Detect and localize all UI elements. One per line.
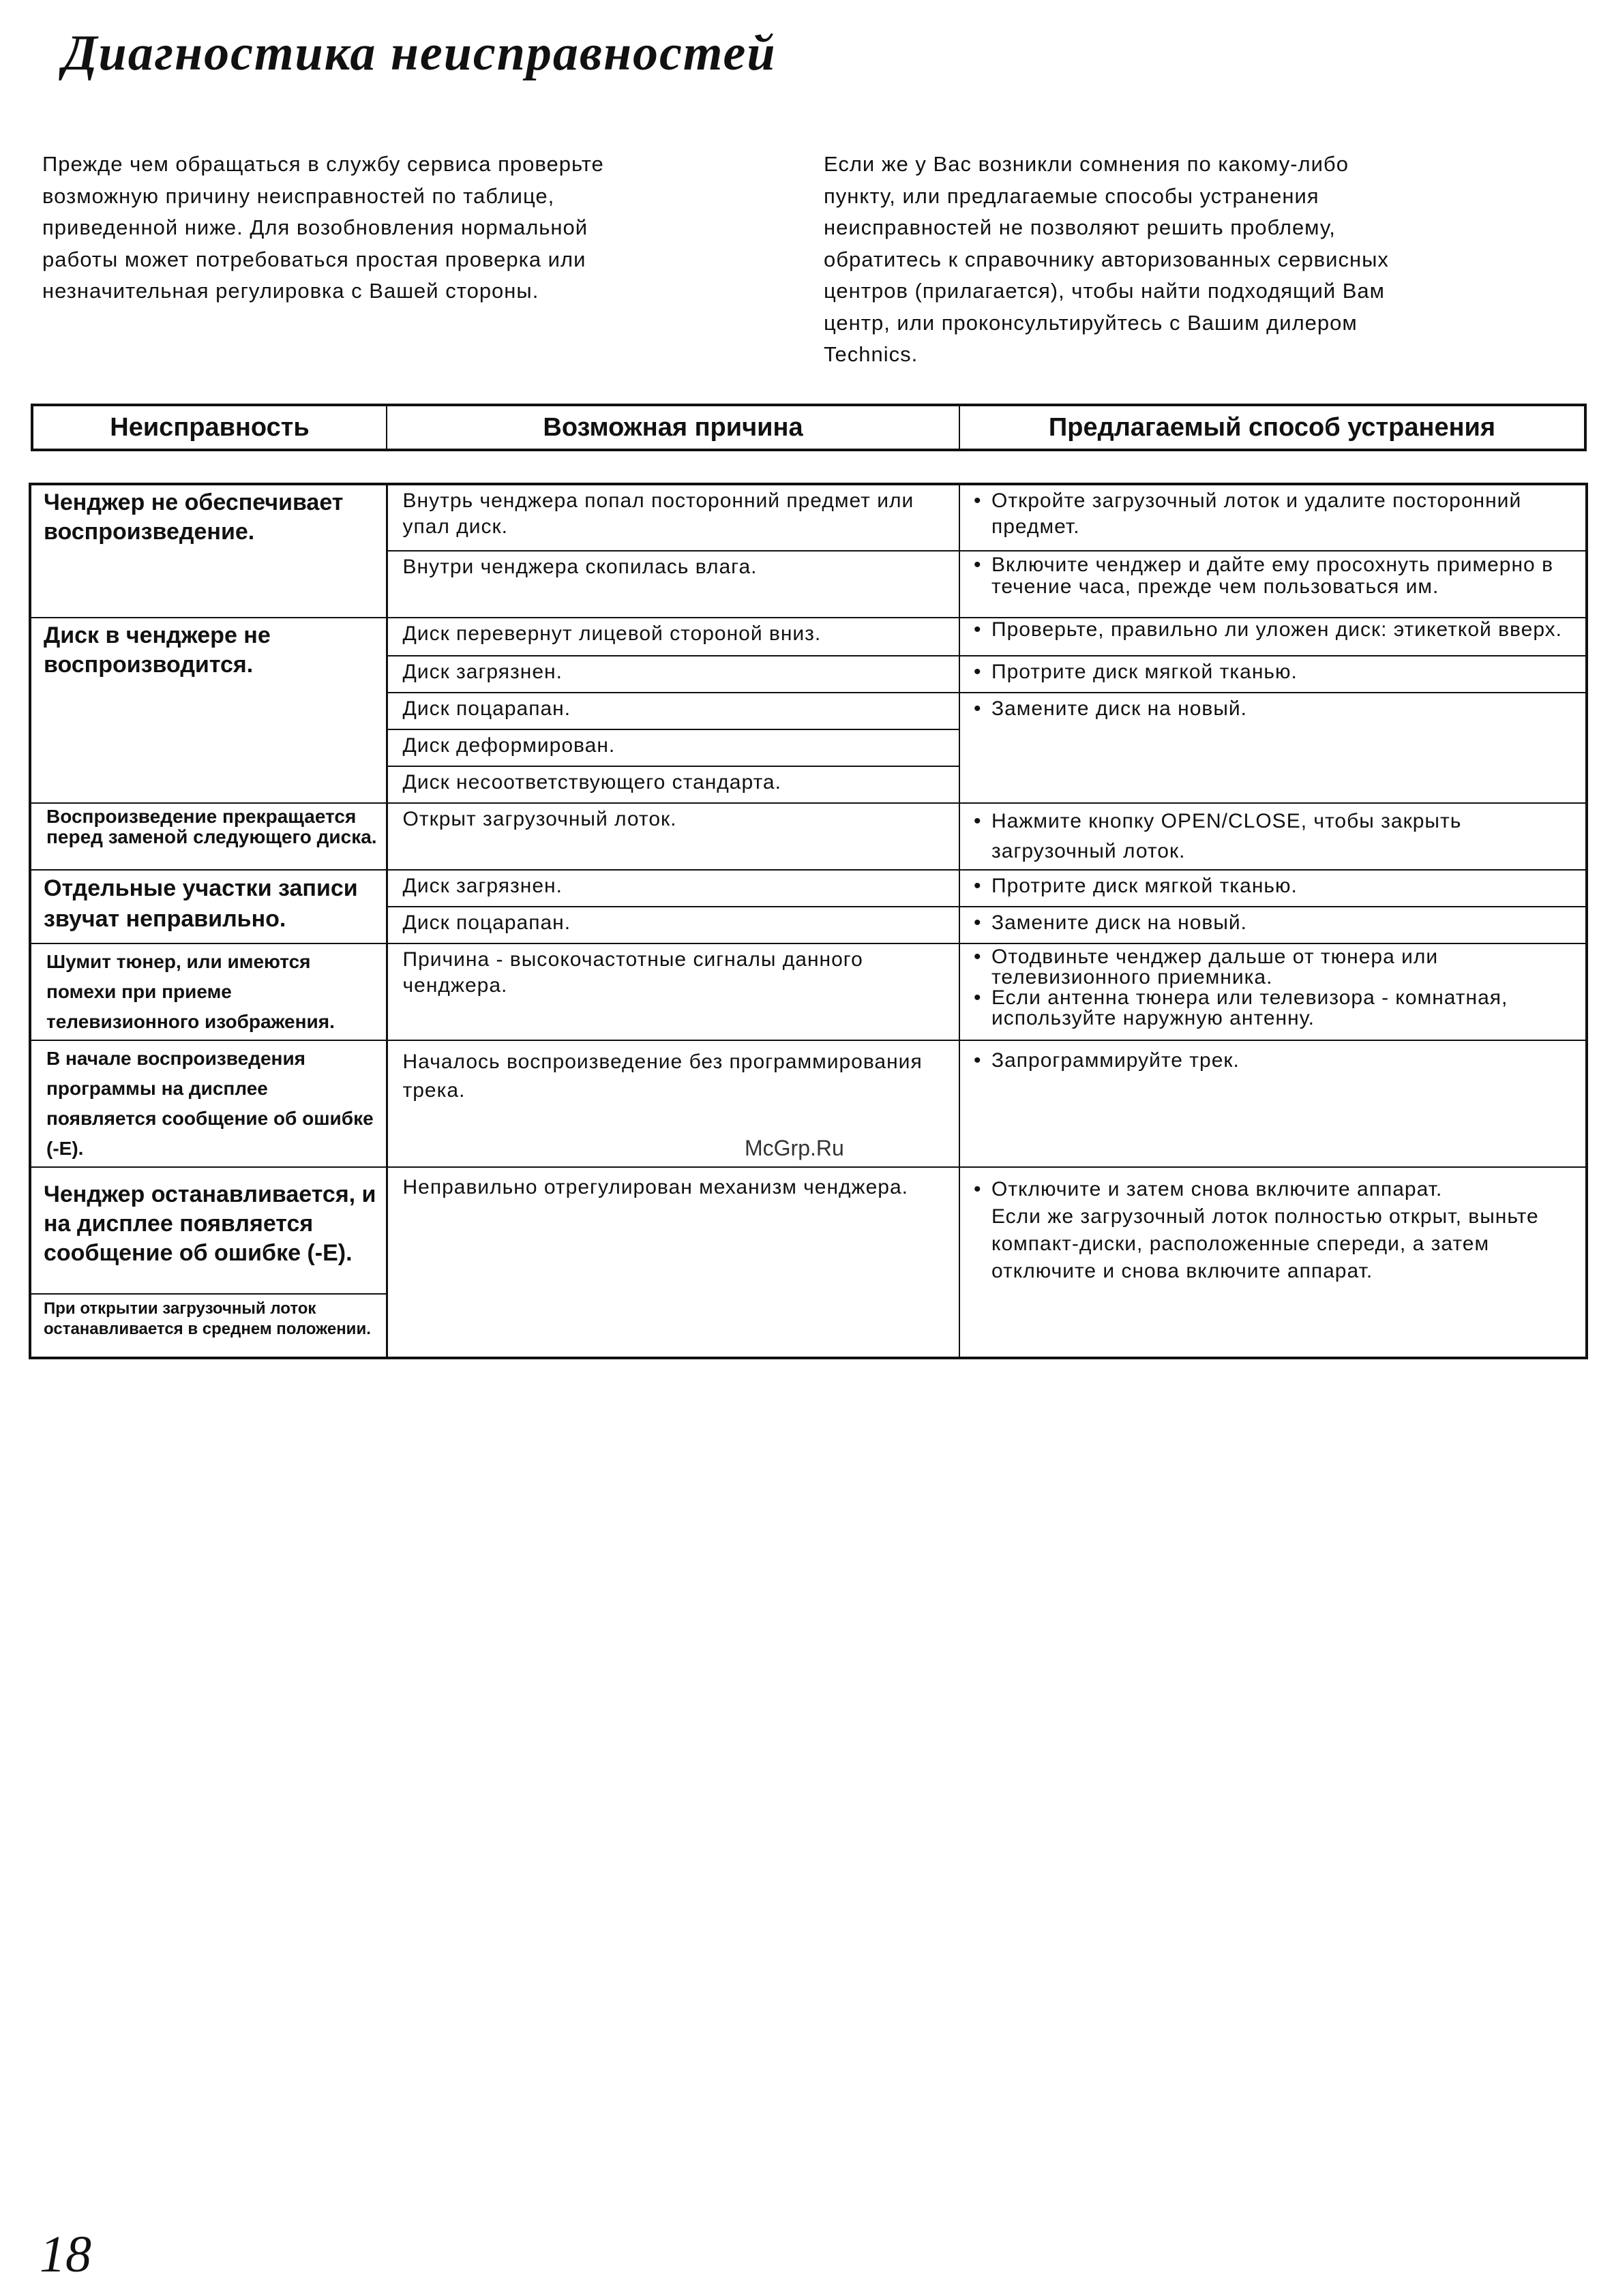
remedy-cell: • Замените диск на новый. — [959, 693, 1587, 803]
remedy-cell: • Запрограммируйте трек. — [959, 1040, 1587, 1167]
intro-left-line: возможную причину неисправностей по таблице, — [42, 183, 555, 208]
cause-cell: Причина - высокочастотные сигналы данного ченджера. — [387, 943, 959, 1040]
remedy-cell: • Отодвиньте ченджер дальше от тюнера или телевизионного приемника. • Если антенна тюнера или телевизора - комнатная, используйте наружную антенну. — [959, 943, 1587, 1040]
cause-cell: Открыт загрузочный лоток. — [387, 803, 959, 870]
page-title: Диагностика неисправностей — [63, 25, 777, 81]
bullet: • — [974, 875, 982, 897]
intro-right-line: пункту, или предлагаемые способы устранения — [824, 183, 1319, 208]
cause-cell: Неправильно отрегулирован механизм ченджера. — [387, 1167, 959, 1358]
watermark: McGrp.Ru — [745, 1136, 844, 1160]
remedy-cell: • Замените диск на новый. — [959, 907, 1587, 943]
cause-cell: Внутрь ченджера попал посторонний предмет или упал диск. — [387, 484, 959, 551]
intro-left-line: Прежде чем обращаться в службу сервиса проверьте — [42, 152, 604, 176]
cause-cell: Диск деформирован. — [387, 729, 959, 766]
intro-right — [824, 149, 1587, 371]
cause-cell: Внутри ченджера скопилась влага. — [387, 551, 959, 618]
remedy-cell: • Нажмите кнопку OPEN/CLOSE, чтобы закрыть загрузочный лоток. — [959, 803, 1587, 870]
cause-cell: Диск поцарапан. — [387, 693, 959, 729]
problem-cell: Шумит тюнер, или имеются помехи при приеме телевизионного изображения. — [30, 943, 387, 1040]
intro-left-line: приведенной ниже. Для возобновления нормальной — [42, 215, 588, 239]
bullet: • — [974, 489, 982, 512]
problem-cell: Диск в ченджере не воспроизводится. — [30, 618, 387, 803]
table-row — [30, 943, 1587, 1040]
cause-cell: Диск поцарапан. — [387, 907, 959, 943]
table-row — [30, 870, 1587, 907]
table-row — [30, 1167, 1587, 1294]
intro-left-line: незначительная регулировка с Вашей стороны. — [42, 279, 539, 303]
table-row — [30, 803, 1587, 870]
table-row — [30, 618, 1587, 656]
intro-right-line: центров (прилагается), чтобы найти подходящий Вам — [824, 279, 1385, 303]
problem-cell: Отдельные участки записи звучат неправильно. — [30, 870, 387, 943]
remedy-cell: • Откройте загрузочный лоток и удалите посторонний предмет. — [959, 484, 1587, 551]
bullet: • — [974, 911, 982, 934]
cause-cell: Диск загрязнен. — [387, 870, 959, 907]
bullet: • — [974, 618, 982, 641]
cause-cell: Диск несоответствующего стандарта. — [387, 766, 959, 803]
page-number: 18 — [40, 2226, 91, 2283]
header-problem: Неисправность — [110, 412, 310, 442]
intro-right-line: Technics. — [824, 342, 918, 366]
intro-right-line: центр, или проконсультируйтесь с Вашим дилером — [824, 310, 1358, 335]
cause-cell: Диск перевернут лицевой стороной вниз. — [387, 618, 959, 656]
intro-right-line: обратитесь к справочнику авторизованных сервисных — [824, 247, 1389, 271]
problem-note-cell: При открытии загрузочный лоток останавливается в среднем положении. — [30, 1294, 387, 1358]
intro-left-line: работы может потребоваться простая проверка или — [42, 247, 586, 271]
remedy-cell: • Протрите диск мягкой тканью. — [959, 656, 1587, 693]
remedy-cell: • Отключите и затем снова включите аппарат. Если же загрузочный лоток полностью открыт, выньте компакт-диски, расположенные спереди, а затем отключите и снова включите аппарат. — [959, 1167, 1587, 1358]
troubleshooting-table — [29, 483, 1588, 1359]
problem-cell: Ченджер не обеспечивает воспроизведение. — [30, 484, 387, 618]
intro-right-line: Если же у Вас возникли сомнения по какому-либо — [824, 152, 1349, 176]
cause-cell: Диск загрязнен. — [387, 656, 959, 693]
intro-left — [42, 149, 724, 307]
header-cause: Возможная причина — [387, 405, 959, 450]
remedy-cell: • Протрите диск мягкой тканью. — [959, 870, 1587, 907]
bullet: • — [974, 810, 982, 832]
bullet: • — [974, 986, 982, 1009]
bullet: • — [974, 554, 982, 576]
intro-right-line: неисправностей не позволяют решить проблему, — [824, 215, 1336, 239]
table-row — [30, 484, 1587, 551]
header-remedy: Предлагаемый способ устранения — [959, 405, 1585, 450]
remedy-cell: • Проверьте, правильно ли уложен диск: этикеткой вверх. — [959, 618, 1587, 656]
remedy-cell: • Включите ченджер и дайте ему просохнуть примерно в течение часа, прежде чем пользоваться им. — [959, 551, 1587, 618]
problem-cell: Ченджер останавливается, и на дисплее появляется сообщение об ошибке (-E). — [30, 1167, 387, 1294]
bullet: • — [974, 946, 982, 968]
cause-cell: Началось воспроизведение без программирования трека. — [387, 1040, 959, 1167]
problem-cell: Воспроизведение прекращается перед заменой следующего диска. — [30, 803, 387, 870]
bullet: • — [974, 1049, 982, 1072]
bullet: • — [974, 661, 982, 683]
table-header — [31, 404, 1587, 451]
problem-cell: В начале воспроизведения программы на дисплее появляется сообщение об ошибке (-E). — [30, 1040, 387, 1167]
bullet: • — [974, 697, 982, 720]
bullet: • — [974, 1178, 982, 1200]
